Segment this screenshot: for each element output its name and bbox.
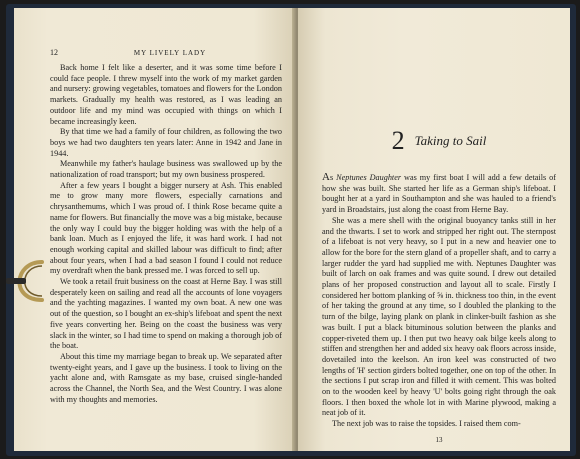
right-page-text [322,172,556,430]
page-number: 12 [50,48,58,57]
running-head [50,48,282,57]
left-page-text [50,63,282,406]
paragraph: The next job was to raise the topsides. I raised them com- [332,419,521,429]
book-title: MY LIVELY LADY [133,49,207,57]
paragraph: After a few years I bought a bigger nursery at Ash. This enabled me to grow many more flowers, especially carnations and chrysanthemums, which I was proud of. I think Rose became quite a name for flowers. But financially the move was a big mistake, because the only way I could buy the bigger holding was with the help of a bank loan. Much as I enjoyed the life, it was hard work. I had not enough working capital and skilled labour was difficult to find; after about four years, when I had a bad season I found I could not reduce my overdraft when the bank pressed me. I was forced to sell up. [50,180,282,276]
opening-lead: s [329,173,337,182]
paragraph: By that time we had a family of four children, as following the two boys we had two daughters ten years later: Anne in 1942 and Jane in 1944. [50,127,282,158]
folio: 13 [435,435,443,444]
paragraph: About this time my marriage began to break up. We separated after twenty-eight years, and I gave up the business. I took to living on the yacht alone and, with Ramsgate as my base, cruised single-handed across the Channel, the North Sea, and the West Country. I was alone with my thoughts and memories. [50,351,282,404]
opening-paragraph [322,172,556,216]
paragraph: She was a mere shell with the original buoyancy tanks still in her and the thwarts. I set to work and stripped her right out. The sternpost of a lifeboat is not very heavy, so I put in a new and heavier one to allow for the bore for the stern gland of a propeller shaft, and to carry a larger rudder the yard had supplied me with. Neptunes Daughter was built of larch on oak frames and was quite sound. I drew out detailed plans of her proposed construction and layout all to scale. Firstly I considered her bottom planking of ⅝ in. thickness too thin, in the event of her taking the ground at any time, so I doubled the planking to the turn of the bilge, laying plank on plank in clinker-built fashion as she was built. I put a black bituminous solution between the planks and copper-riveted them up. I then put two heavy oak bilge keels along to stiffen and strengthen her and added six heavy oak floors across inside, dovetailed into the keelson. An iron keel was constructed of two lengths of 'H' section girders bolted together, one on top of the other. In the sections I put scrap iron and filled it with cement. This was bolted on to the wooden keel by heavy 'U' bolts going right through the oak floors. I then boxed the whole lot in with Marine plywood, making a neat job of it. [322,215,556,418]
drop-cap: A [322,171,330,183]
chapter-number: 2 [391,126,405,155]
paragraph: Meanwhile my father's haulage business was swallowed up by the nationalization of road transport; but my own business prospered. [50,159,282,180]
paragraph: We took a retail fruit business on the coast at Herne Bay. I was still desperately keen on sailing and read all the accounts of lone voyagers and the yachting magazines. I wanted my own boat. A new one was out of the question, so I bought an ex-ship's lifeboat and spent the next five years converting her. Being on the coast the business was very slack in the winter, so I had time to spend on making a thorough job of the boat. [50,277,282,351]
paragraph: Back home I felt like a deserter, and it was some time before I could face people. I threw myself into the work of my market garden and nursery: growing vegetables, tomatoes and flowers for the London markets. Gradually my health was restored, as I was leading an outdoor life and my mind was occupied with things on which I became increasingly keen. [50,63,282,126]
boat-name: Neptunes Daughter [336,173,402,182]
chapter-title: Taking to Sail [414,133,487,148]
opening-rest: was my first boat I will add a few details of how she was built. She started her life as a German ship's lifeboat. I bought her at a yard in Southampton and she was hauled to a friend's yard in Broadstairs, just along the coast from Herne Bay. [322,173,557,215]
left-page [14,8,296,451]
right-page [298,8,570,451]
chapter-heading [322,126,556,156]
